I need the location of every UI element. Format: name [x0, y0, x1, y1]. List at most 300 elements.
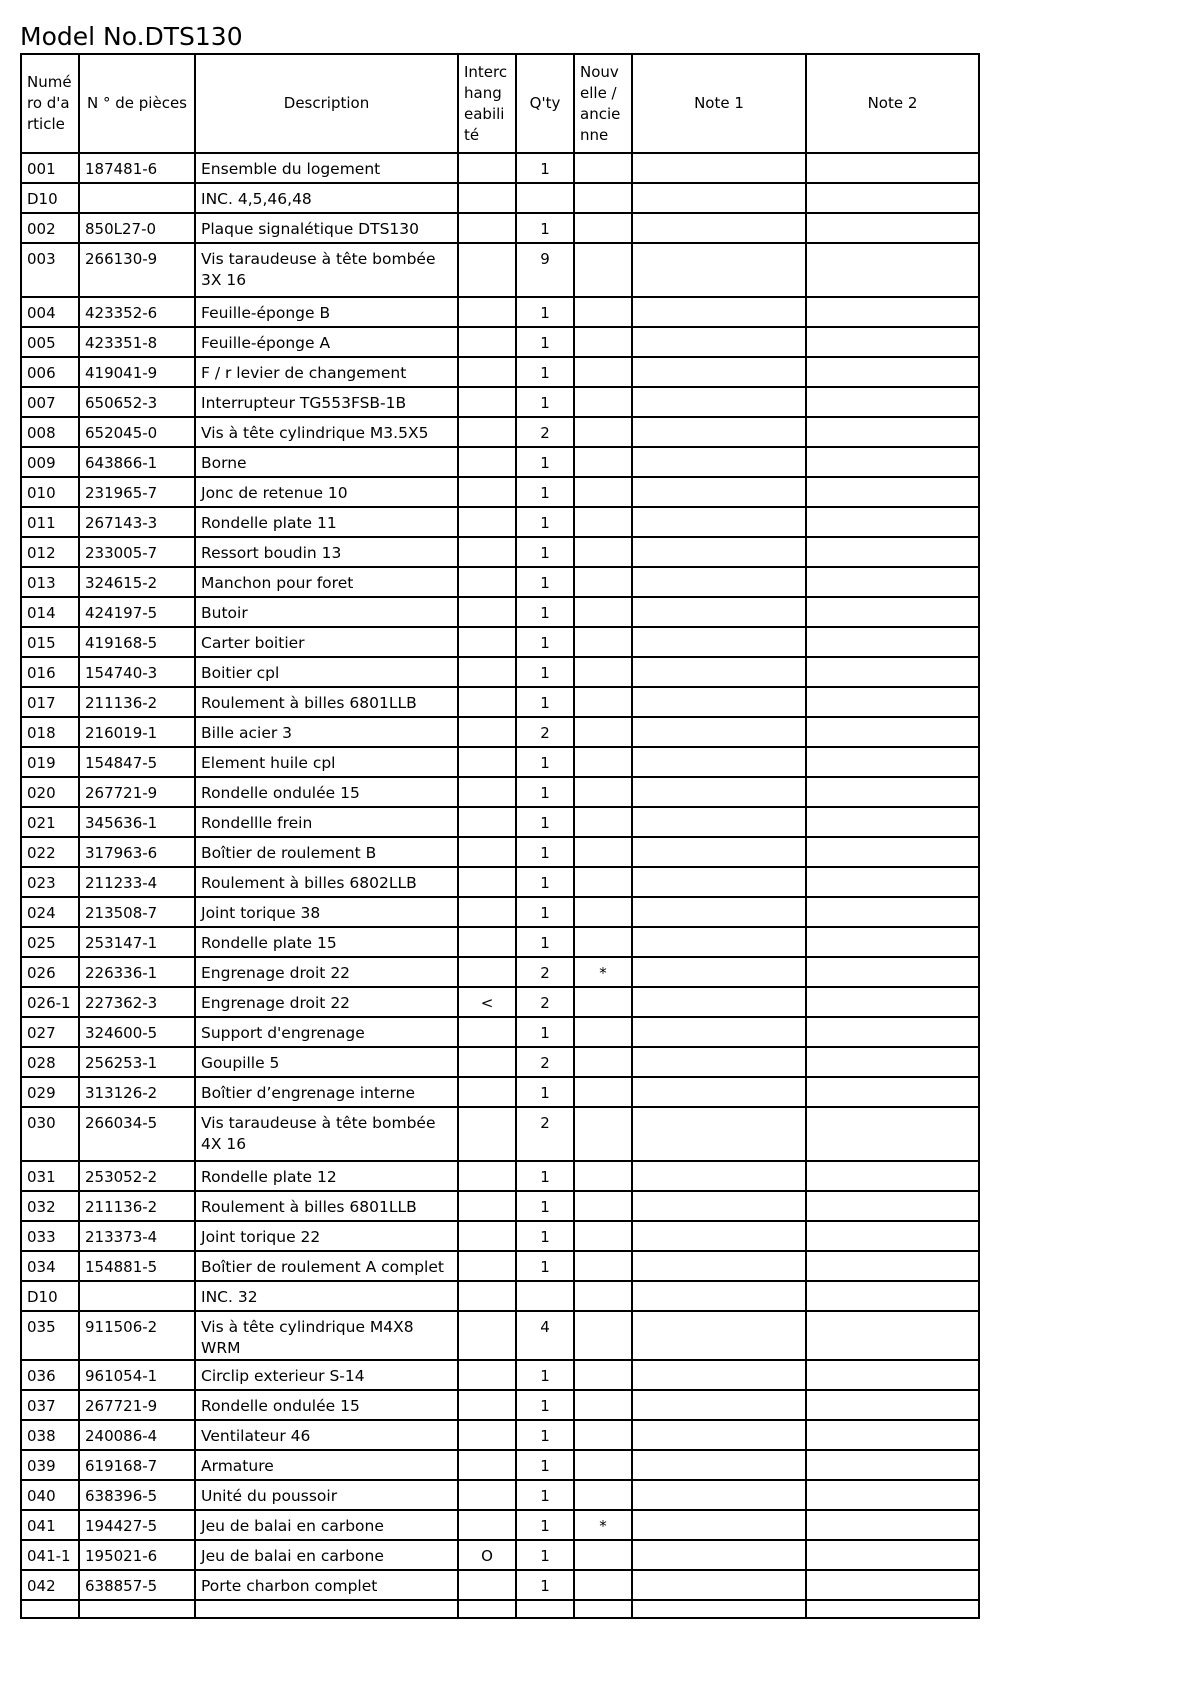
cell-quantity: 1 [516, 807, 574, 837]
cell-description: Feuille-éponge A [195, 327, 458, 357]
cell-note-1 [632, 507, 806, 537]
table-body [21, 153, 979, 1618]
cell-part-number: 213508-7 [79, 897, 195, 927]
table-row [21, 897, 979, 927]
table-row [21, 597, 979, 627]
cell-description: Ensemble du logement [195, 153, 458, 183]
cell-note-2 [806, 1077, 979, 1107]
cell-note-1 [632, 807, 806, 837]
cell-interchangeability [458, 597, 516, 627]
cell-note-1 [632, 1360, 806, 1390]
table-row [21, 657, 979, 687]
table-row [21, 387, 979, 417]
cell-quantity: 1 [516, 387, 574, 417]
cell-description: Jonc de retenue 10 [195, 477, 458, 507]
cell-part-number: 643866-1 [79, 447, 195, 477]
cell-item-number: 007 [21, 387, 79, 417]
header-quantity: Q'ty [516, 54, 574, 153]
header-new-old: Nouvelle / ancienne [574, 54, 632, 153]
cell-part-number: 638857-5 [79, 1570, 195, 1600]
cell-part-number: 240086-4 [79, 1420, 195, 1450]
cell-item-number: 038 [21, 1420, 79, 1450]
cell-quantity: 1 [516, 153, 574, 183]
cell-description: Roulement à billes 6801LLB [195, 687, 458, 717]
cell-part-number: 187481-6 [79, 153, 195, 183]
cell-part-number: 266034-5 [79, 1107, 195, 1161]
cell-interchangeability [458, 297, 516, 327]
header-interchangeability: Interchangeabilité [458, 54, 516, 153]
cell-part-number: 911506-2 [79, 1311, 195, 1360]
cell-note-1 [632, 1191, 806, 1221]
cell-description: Roulement à billes 6802LLB [195, 867, 458, 897]
cell-quantity: 1 [516, 597, 574, 627]
table-row [21, 153, 979, 183]
cell-description: Interrupteur TG553FSB-1B [195, 387, 458, 417]
cell-note-2 [806, 897, 979, 927]
cell-new-old [574, 1191, 632, 1221]
cell-description: Rondelle plate 11 [195, 507, 458, 537]
table-row-partial [21, 1600, 979, 1618]
table-row [21, 507, 979, 537]
cell-note-2 [806, 1281, 979, 1311]
cell-interchangeability [458, 1017, 516, 1047]
cell-new-old [574, 1077, 632, 1107]
cell-part-number: 154881-5 [79, 1251, 195, 1281]
cell-new-old: * [574, 957, 632, 987]
cell-item-number: 041-1 [21, 1540, 79, 1570]
cell-item-number: 010 [21, 477, 79, 507]
cell-interchangeability [458, 537, 516, 567]
cell-note-2 [806, 183, 979, 213]
cell-interchangeability [458, 1390, 516, 1420]
cell-description: Rondelle ondulée 15 [195, 777, 458, 807]
cell-interchangeability [458, 1047, 516, 1077]
cell-interchangeability [458, 747, 516, 777]
header-row [21, 54, 979, 153]
cell-note-1 [632, 657, 806, 687]
cell-quantity: 2 [516, 1107, 574, 1161]
cell-part-number: 253147-1 [79, 927, 195, 957]
cell-item-number: D10 [21, 183, 79, 213]
cell-part-number: 195021-6 [79, 1540, 195, 1570]
cell-note-2 [806, 1420, 979, 1450]
cell-interchangeability [458, 477, 516, 507]
cell-note-1 [632, 1281, 806, 1311]
cell-interchangeability [458, 867, 516, 897]
cell-part-number: 213373-4 [79, 1221, 195, 1251]
cell-item-number: 040 [21, 1480, 79, 1510]
cell-note-2 [806, 987, 979, 1017]
cell-quantity: 1 [516, 777, 574, 807]
cell-quantity: 1 [516, 627, 574, 657]
cell-note-2 [806, 1510, 979, 1540]
cell-note-2 [806, 387, 979, 417]
cell-interchangeability [458, 1360, 516, 1390]
cell-part-number: 650652-3 [79, 387, 195, 417]
cell-part-number: 267143-3 [79, 507, 195, 537]
cell-description: INC. 4,5,46,48 [195, 183, 458, 213]
cell-part-number: 211233-4 [79, 867, 195, 897]
table-row [21, 537, 979, 567]
cell-quantity: 1 [516, 567, 574, 597]
cell-note-1 [632, 327, 806, 357]
cell-note-2 [806, 357, 979, 387]
cell-note-1 [632, 1077, 806, 1107]
table-header [21, 54, 979, 153]
cell-description: Joint torique 22 [195, 1221, 458, 1251]
cell-quantity: 9 [516, 243, 574, 297]
cell-new-old [574, 837, 632, 867]
cell-item-number: 036 [21, 1360, 79, 1390]
cell-note-1 [632, 897, 806, 927]
table-row [21, 243, 979, 297]
cell-note-2 [806, 327, 979, 357]
cell-description: Roulement à billes 6801LLB [195, 1191, 458, 1221]
cell-new-old [574, 777, 632, 807]
cell-new-old [574, 1281, 632, 1311]
cell-part-number: 154847-5 [79, 747, 195, 777]
cell-interchangeability [458, 957, 516, 987]
table-row [21, 1420, 979, 1450]
cell-new-old [574, 1017, 632, 1047]
cell-note-2 [806, 153, 979, 183]
cell-quantity: 2 [516, 417, 574, 447]
cell-new-old [574, 1570, 632, 1600]
cell-interchangeability [458, 447, 516, 477]
cell-part-number: 652045-0 [79, 417, 195, 447]
cell-new-old [574, 1107, 632, 1161]
cell-item-number: 016 [21, 657, 79, 687]
cell-item-number: 027 [21, 1017, 79, 1047]
cell-new-old [574, 1390, 632, 1420]
cell-interchangeability [458, 1191, 516, 1221]
cell-new-old [574, 627, 632, 657]
cell-note-2 [806, 867, 979, 897]
cell-quantity: 1 [516, 477, 574, 507]
cell-description: Rondelle plate 12 [195, 1161, 458, 1191]
table-row [21, 297, 979, 327]
cell-interchangeability [458, 627, 516, 657]
cell-item-number: 020 [21, 777, 79, 807]
header-part-number: N ° de pièces [79, 54, 195, 153]
cell-new-old [574, 1540, 632, 1570]
cell-note-2 [806, 1570, 979, 1600]
table-row [21, 183, 979, 213]
cell-quantity: 2 [516, 1047, 574, 1077]
cell-part-number: 313126-2 [79, 1077, 195, 1107]
cell-note-2 [806, 243, 979, 297]
cell-description: Jeu de balai en carbone [195, 1540, 458, 1570]
cell-new-old [574, 807, 632, 837]
cell-description: Boitier cpl [195, 657, 458, 687]
cell-interchangeability [458, 777, 516, 807]
cell-note-2 [806, 1480, 979, 1510]
cell-interchangeability [458, 1251, 516, 1281]
cell-note-2 [806, 507, 979, 537]
cell-note-1 [632, 1480, 806, 1510]
empty-cell [632, 1600, 806, 1618]
cell-quantity: 1 [516, 1480, 574, 1510]
cell-item-number: 024 [21, 897, 79, 927]
cell-quantity: 1 [516, 357, 574, 387]
cell-note-2 [806, 747, 979, 777]
cell-quantity: 1 [516, 327, 574, 357]
cell-note-2 [806, 447, 979, 477]
cell-quantity: 2 [516, 717, 574, 747]
cell-new-old [574, 1450, 632, 1480]
cell-note-1 [632, 957, 806, 987]
cell-interchangeability [458, 1077, 516, 1107]
cell-new-old [574, 357, 632, 387]
cell-item-number: 022 [21, 837, 79, 867]
cell-part-number: 419168-5 [79, 627, 195, 657]
cell-part-number: 324600-5 [79, 1017, 195, 1047]
cell-quantity: 1 [516, 927, 574, 957]
cell-quantity: 1 [516, 867, 574, 897]
cell-quantity: 1 [516, 1251, 574, 1281]
cell-new-old [574, 387, 632, 417]
table-row [21, 867, 979, 897]
cell-item-number: 025 [21, 927, 79, 957]
cell-item-number: 032 [21, 1191, 79, 1221]
cell-quantity: 1 [516, 297, 574, 327]
cell-note-1 [632, 627, 806, 657]
cell-note-1 [632, 687, 806, 717]
cell-description: Vis à tête cylindrique M3.5X5 [195, 417, 458, 447]
cell-new-old [574, 1311, 632, 1360]
cell-new-old [574, 597, 632, 627]
cell-description: Element huile cpl [195, 747, 458, 777]
cell-quantity: 1 [516, 687, 574, 717]
empty-cell [516, 1600, 574, 1618]
cell-item-number: 021 [21, 807, 79, 837]
cell-quantity: 1 [516, 747, 574, 777]
table-row [21, 837, 979, 867]
empty-cell [574, 1600, 632, 1618]
cell-description: INC. 32 [195, 1281, 458, 1311]
cell-description: Rondelle ondulée 15 [195, 1390, 458, 1420]
cell-note-2 [806, 777, 979, 807]
empty-cell [195, 1600, 458, 1618]
cell-note-1 [632, 1251, 806, 1281]
cell-part-number: 317963-6 [79, 837, 195, 867]
cell-note-2 [806, 837, 979, 867]
cell-part-number: 324615-2 [79, 567, 195, 597]
cell-part-number: 216019-1 [79, 717, 195, 747]
cell-note-2 [806, 1161, 979, 1191]
cell-new-old [574, 687, 632, 717]
table-row [21, 1191, 979, 1221]
cell-description: Vis à tête cylindrique M4X8 WRM [195, 1311, 458, 1360]
cell-note-1 [632, 747, 806, 777]
cell-note-1 [632, 447, 806, 477]
cell-description: Armature [195, 1450, 458, 1480]
header-note-2: Note 2 [806, 54, 979, 153]
cell-note-1 [632, 777, 806, 807]
cell-item-number: 013 [21, 567, 79, 597]
cell-description: Manchon pour foret [195, 567, 458, 597]
cell-new-old [574, 1161, 632, 1191]
cell-description: Boîtier de roulement B [195, 837, 458, 867]
cell-description: Engrenage droit 22 [195, 987, 458, 1017]
cell-note-2 [806, 1047, 979, 1077]
cell-part-number: 267721-9 [79, 1390, 195, 1420]
cell-item-number: 033 [21, 1221, 79, 1251]
cell-note-1 [632, 1017, 806, 1047]
cell-note-2 [806, 1017, 979, 1047]
cell-interchangeability [458, 1450, 516, 1480]
cell-description: Borne [195, 447, 458, 477]
table-row [21, 627, 979, 657]
cell-part-number: 226336-1 [79, 957, 195, 987]
cell-part-number: 227362-3 [79, 987, 195, 1017]
cell-description: Ressort boudin 13 [195, 537, 458, 567]
cell-part-number: 154740-3 [79, 657, 195, 687]
cell-part-number: 850L27-0 [79, 213, 195, 243]
cell-new-old [574, 537, 632, 567]
cell-part-number: 231965-7 [79, 477, 195, 507]
table-row [21, 1360, 979, 1390]
parts-table [20, 53, 980, 1619]
cell-part-number: 266130-9 [79, 243, 195, 297]
cell-interchangeability [458, 1281, 516, 1311]
cell-quantity: 1 [516, 1161, 574, 1191]
cell-item-number: 006 [21, 357, 79, 387]
cell-part-number: 233005-7 [79, 537, 195, 567]
cell-description: Support d'engrenage [195, 1017, 458, 1047]
cell-note-1 [632, 1450, 806, 1480]
cell-note-1 [632, 597, 806, 627]
cell-new-old [574, 927, 632, 957]
cell-quantity: 1 [516, 213, 574, 243]
cell-note-1 [632, 717, 806, 747]
table-row [21, 957, 979, 987]
cell-interchangeability: O [458, 1540, 516, 1570]
cell-interchangeability [458, 1311, 516, 1360]
table-row [21, 213, 979, 243]
cell-note-2 [806, 687, 979, 717]
cell-quantity: 1 [516, 447, 574, 477]
cell-part-number [79, 183, 195, 213]
cell-part-number [79, 1281, 195, 1311]
cell-description: Plaque signalétique DTS130 [195, 213, 458, 243]
cell-description: Butoir [195, 597, 458, 627]
cell-note-2 [806, 1191, 979, 1221]
table-row [21, 1047, 979, 1077]
cell-note-1 [632, 417, 806, 447]
table-row [21, 1017, 979, 1047]
cell-interchangeability [458, 357, 516, 387]
cell-item-number: 039 [21, 1450, 79, 1480]
cell-quantity: 1 [516, 1570, 574, 1600]
cell-quantity: 1 [516, 1360, 574, 1390]
cell-interchangeability [458, 687, 516, 717]
cell-note-2 [806, 597, 979, 627]
cell-description: Unité du poussoir [195, 1480, 458, 1510]
cell-description: Feuille-éponge B [195, 297, 458, 327]
cell-note-2 [806, 1311, 979, 1360]
cell-new-old [574, 1047, 632, 1077]
cell-quantity: 2 [516, 957, 574, 987]
cell-description: Vis taraudeuse à tête bombée 3X 16 [195, 243, 458, 297]
table-row [21, 1251, 979, 1281]
cell-part-number: 253052-2 [79, 1161, 195, 1191]
cell-part-number: 638396-5 [79, 1480, 195, 1510]
cell-new-old [574, 327, 632, 357]
cell-item-number: 005 [21, 327, 79, 357]
cell-description: Engrenage droit 22 [195, 957, 458, 987]
cell-note-1 [632, 867, 806, 897]
cell-new-old [574, 867, 632, 897]
cell-new-old [574, 243, 632, 297]
cell-part-number: 211136-2 [79, 1191, 195, 1221]
empty-cell [458, 1600, 516, 1618]
table-row [21, 747, 979, 777]
cell-description: Joint torique 38 [195, 897, 458, 927]
cell-new-old [574, 297, 632, 327]
cell-interchangeability [458, 897, 516, 927]
cell-interchangeability: < [458, 987, 516, 1017]
header-description: Description [195, 54, 458, 153]
cell-new-old [574, 987, 632, 1017]
cell-interchangeability [458, 567, 516, 597]
cell-interchangeability [458, 1161, 516, 1191]
cell-note-1 [632, 1311, 806, 1360]
cell-quantity: 1 [516, 1420, 574, 1450]
cell-note-2 [806, 213, 979, 243]
cell-description: Boîtier de roulement A complet [195, 1251, 458, 1281]
cell-note-2 [806, 807, 979, 837]
cell-interchangeability [458, 153, 516, 183]
cell-quantity: 1 [516, 1017, 574, 1047]
cell-quantity [516, 183, 574, 213]
cell-note-2 [806, 1221, 979, 1251]
table-row [21, 1077, 979, 1107]
cell-note-1 [632, 1107, 806, 1161]
cell-item-number: 026 [21, 957, 79, 987]
cell-note-2 [806, 957, 979, 987]
cell-note-1 [632, 1540, 806, 1570]
cell-new-old: * [574, 1510, 632, 1540]
cell-item-number: 014 [21, 597, 79, 627]
cell-quantity: 4 [516, 1311, 574, 1360]
cell-quantity: 1 [516, 1221, 574, 1251]
cell-part-number: 961054-1 [79, 1360, 195, 1390]
cell-item-number: D10 [21, 1281, 79, 1311]
cell-interchangeability [458, 507, 516, 537]
cell-new-old [574, 477, 632, 507]
cell-item-number: 009 [21, 447, 79, 477]
cell-interchangeability [458, 327, 516, 357]
cell-note-2 [806, 567, 979, 597]
cell-note-1 [632, 1390, 806, 1420]
cell-interchangeability [458, 183, 516, 213]
cell-new-old [574, 1360, 632, 1390]
cell-item-number: 019 [21, 747, 79, 777]
table-row [21, 717, 979, 747]
table-row [21, 1107, 979, 1161]
cell-description: Ventilateur 46 [195, 1420, 458, 1450]
cell-part-number: 424197-5 [79, 597, 195, 627]
cell-item-number: 008 [21, 417, 79, 447]
table-row [21, 1281, 979, 1311]
cell-part-number: 423351-8 [79, 327, 195, 357]
cell-note-1 [632, 567, 806, 597]
cell-interchangeability [458, 417, 516, 447]
cell-quantity: 1 [516, 657, 574, 687]
cell-item-number: 042 [21, 1570, 79, 1600]
cell-description: Bille acier 3 [195, 717, 458, 747]
